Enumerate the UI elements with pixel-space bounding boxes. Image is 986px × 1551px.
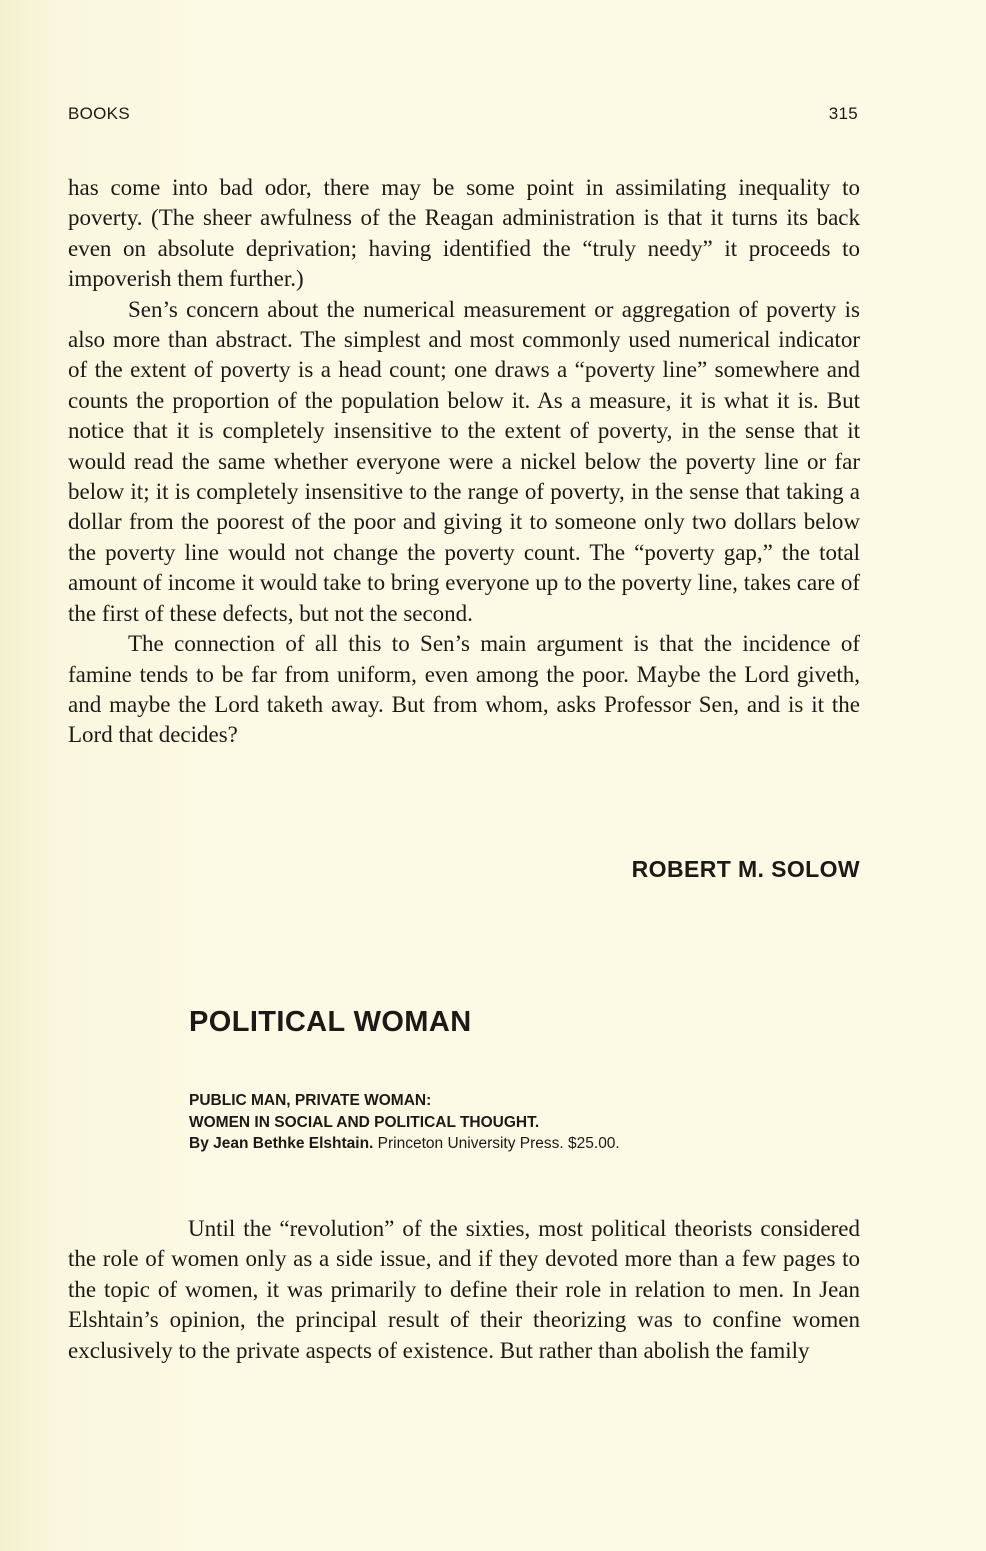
review-title: POLITICAL WOMAN xyxy=(189,1006,472,1038)
book-author: By Jean Bethke Elshtain. xyxy=(189,1135,374,1152)
paragraph: has come into bad odor, there may be some point in assimilating inequality to poverty. (The sheer awfulness of the Reagan administration is that it turns its back even on absolute deprivation; having identified the “truly needy” it proceeds to impoverish them further.) xyxy=(68,175,860,292)
publisher-price: Princeton University Press. $25.00. xyxy=(377,1135,620,1152)
book-citation xyxy=(189,1090,620,1155)
paragraph: Until the “revolution” of the sixties, most political theorists considered the role of women only as a side issue, and if they devoted more than a few pages to the topic of women, it was primarily to define their role in relation to men. In Jean Elshtain’s opinion, the principal result of their theorizing was to confine women exclusively to the private aspects of existence. But rather than abolish the family xyxy=(68,1216,860,1363)
paragraph: Sen’s concern about the numerical measurement or aggregation of poverty is also more than abstract. The simplest and most commonly used numerical indicator of the extent of poverty is a head count; one draws a “poverty line” somewhere and counts the proportion of the population below it. As a measure, it is what it is. But notice that it is completely insensitive to the extent of poverty, in the sense that it would read the same whether everyone were a nickel below the poverty line or far below it; it is completely insensitive to the range of poverty, in the sense that taking a dollar from the poorest of the poor and giving it to someone only two dollars below the poverty line would not change the poverty count. The “poverty gap,” the total amount of income it would take to bring everyone up to the poverty line, takes care of the first of these defects, but not the second. xyxy=(68,296,860,626)
review-body xyxy=(68,1214,860,1366)
section-title: BOOKS xyxy=(68,104,130,123)
running-header xyxy=(68,104,858,128)
review-body-continued xyxy=(68,173,860,751)
book-title-line: PUBLIC MAN, PRIVATE WOMAN: xyxy=(189,1092,432,1109)
book-subtitle-line: WOMEN IN SOCIAL AND POLITICAL THOUGHT. xyxy=(189,1113,540,1131)
paragraph: The connection of all this to Sen’s main argument is that the incidence of famine tends to be far from uniform, even among the poor. Maybe the Lord giveth, and maybe the Lord taketh away. But from whom, asks Professor Sen, and is it the Lord that decides? xyxy=(68,631,860,748)
page-number: 315 xyxy=(828,104,858,123)
review-author-signature: ROBERT M. SOLOW xyxy=(631,856,860,882)
